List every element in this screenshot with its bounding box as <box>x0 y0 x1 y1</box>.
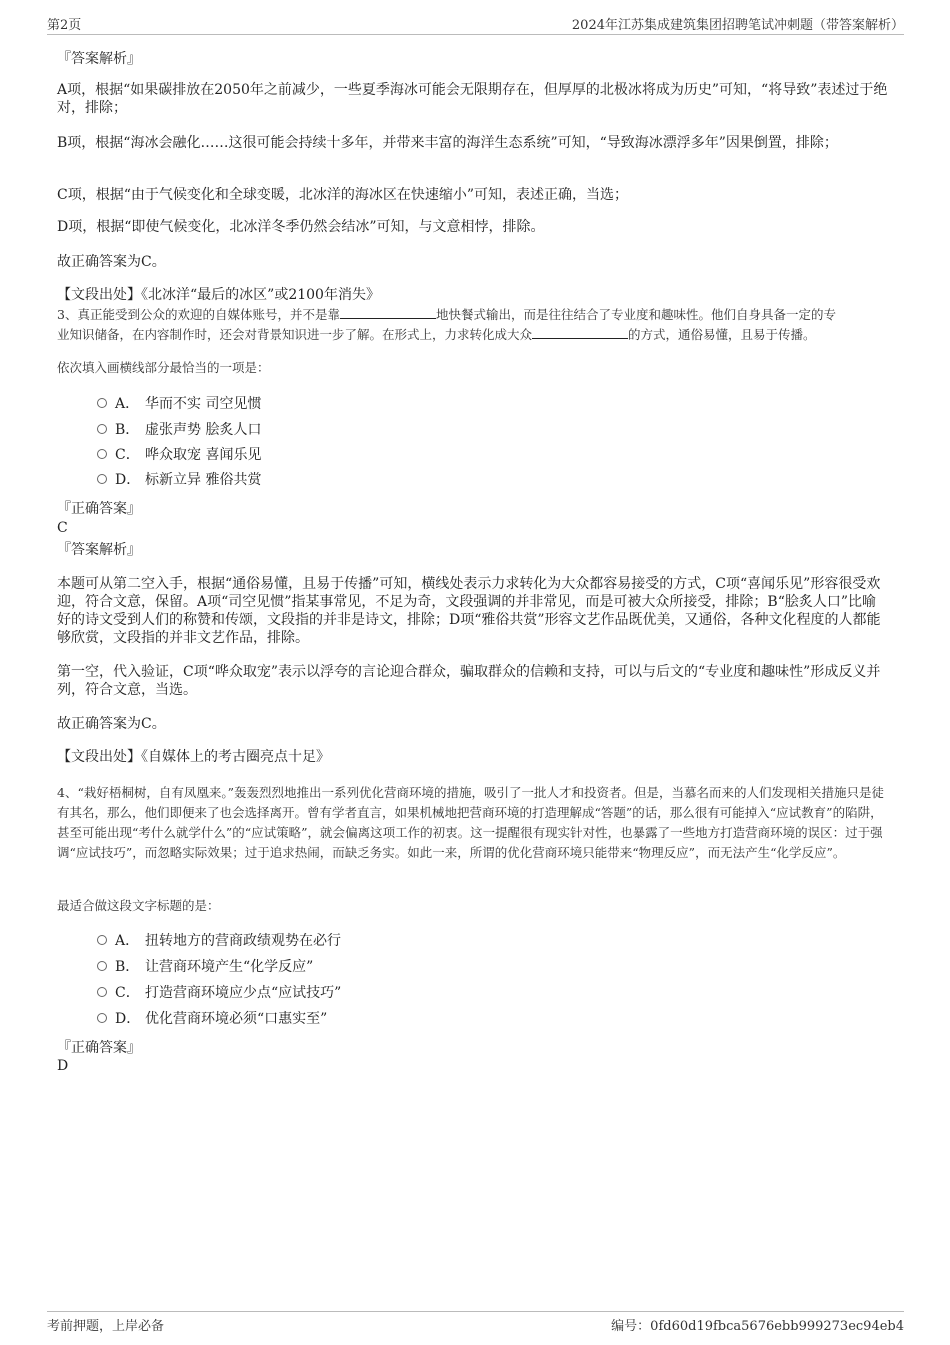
radio-icon[interactable] <box>97 474 107 484</box>
q2-analysis-d: D项，根据“即使气候变化，北冰洋冬季仍然会结冰”可知，与文意相悖，排除。 <box>57 219 545 235</box>
q3-option-b[interactable]: B． 虚张声势 脍炙人口 <box>97 420 261 440</box>
q3-conclusion: 故正确答案为C。 <box>57 716 166 732</box>
radio-icon[interactable] <box>97 935 107 945</box>
q3-prompt: 依次填入画横线部分最恰当的一项是： <box>57 360 270 375</box>
q3-option-c[interactable]: C． 哗众取宠 喜闻乐见 <box>97 445 261 465</box>
q3-analysis-2: 第一空，代入验证，C项“哗众取宠”表示以浮夸的言论迎合群众，骗取群众的信赖和支持，可以与后文的“专业度和趣味性”形成反义并列，符合文意，当选。 <box>57 664 881 698</box>
q4-option-c[interactable]: C． 打造营商环境应少点“应试技巧” <box>97 983 341 1003</box>
q2-analysis-c: C项，根据“由于气候变化和全球变暖，北冰洋的海冰区在快速缩小”可知，表述正确，当选； <box>57 187 629 203</box>
q2-conclusion: 故正确答案为C。 <box>57 254 166 270</box>
radio-icon[interactable] <box>97 398 107 408</box>
q4-option-a[interactable]: A． 扭转地方的营商政绩观势在必行 <box>97 931 341 951</box>
q4-correct-label: 『正确答案』 <box>57 1040 141 1056</box>
q3-stem: 3、真正能受到公众的欢迎的自媒体账号，并不是靠 地快餐式输出，而是往往结合了专业度和趣味性。他们自身具备一定的专 业知识储备，在内容制作时，还会对背景知识进一步了解。在形式上，力求转化成大众 的方式，通俗易懂，且易于传播。 <box>57 307 836 342</box>
q3-source: 【文段出处】《自媒体上的考古圈亮点十足》 <box>57 749 330 765</box>
radio-icon[interactable] <box>97 424 107 434</box>
q3-correct-label: 『正确答案』 <box>57 501 141 517</box>
page-number: 第2页 <box>47 18 82 33</box>
page-footer <box>47 1311 904 1337</box>
q4-option-b[interactable]: B． 让营商环境产生“化学反应” <box>97 957 313 977</box>
q2-analysis-label: 『答案解析』 <box>57 51 141 67</box>
footer-slogan: 考前押题，上岸必备 <box>47 1319 165 1334</box>
q3-analysis-label: 『答案解析』 <box>57 542 141 558</box>
page-header <box>47 14 904 35</box>
q3-option-d[interactable]: D． 标新立异 雅俗共赏 <box>97 470 261 490</box>
q2-analysis-b: B项，根据“海冰会融化……这很可能会持续十多年，并带来丰富的海洋生态系统”可知，“导致海冰漂浮多年”因果倒置，排除； <box>57 135 838 151</box>
radio-icon[interactable] <box>97 987 107 997</box>
fill-blank-2 <box>532 326 628 339</box>
radio-icon[interactable] <box>97 449 107 459</box>
q2-analysis-a: A项，根据“如果碳排放在2050年之前减少，一些夏季海冰可能会无限期存在，但厚厚的北极冰将成为历史”可知，“将导致”表述过于绝对，排除； <box>57 82 888 116</box>
q2-source: 【文段出处】《北冰洋“最后的冰区”或2100年消失》 <box>57 287 380 303</box>
q3-correct-answer: C <box>57 520 68 536</box>
fill-blank-1 <box>340 306 436 319</box>
q4-option-d[interactable]: D． 优化营商环境必须“口惠实至” <box>97 1009 327 1029</box>
q4-correct-answer: D <box>57 1058 69 1074</box>
radio-icon[interactable] <box>97 961 107 971</box>
q3-analysis-1: 本题可从第二空入手，根据“通俗易懂，且易于传播”可知，横线处表示力求转化为大众都容易接受的方式，C项“喜闻乐见”形容很受欢迎，符合文意，保留。A项“司空见惯”指某事常见，不足为奇，文段强调的并非常见，而是可被大众所接受，排除；B“脍炙人口”比喻好的诗文受到人们的称赞和传颂，文段指的并非是诗文，排除；D项“雅俗共赏”形容文艺作品既优美，又通俗，各种文化程度的人都能够欣赏，文段指的并非文艺作品，排除。 <box>57 576 881 646</box>
document-title: 2024年江苏集成建筑集团招聘笔试冲刺题（带答案解析） <box>571 18 904 33</box>
q4-stem: 4、“栽好梧桐树，自有凤凰来。”轰轰烈烈地推出一系列优化营商环境的措施，吸引了一批人才和投资者。但是，当慕名而来的人们发现相关措施只是徒有其名，那么，他们即便来了也会选择离开。曾有学者直言，如果机械地把营商环境的打造理解成“答题”的话，那么很有可能掉入“应试教育”的陷阱，甚至可能出现“考什么就学什么”的“应试策略”，就会偏离这项工作的初衷。这一提醒很有现实针对性，也暴露了一些地方打造营商环境的误区：过于强调“应试技巧”，而忽略实际效果；过于追求热闹，而缺乏务实。如此一来，所谓的优化营商环境只能带来“物理反应”，而无法产生“化学反应”。 <box>57 785 884 860</box>
q4-prompt: 最适合做这段文字标题的是： <box>57 898 220 913</box>
q3-option-a[interactable]: A． 华而不实 司空见惯 <box>97 394 261 414</box>
document-id: 编号：0fd60d19fbca5676ebb999273ec94eb4 <box>611 1319 904 1334</box>
radio-icon[interactable] <box>97 1013 107 1023</box>
